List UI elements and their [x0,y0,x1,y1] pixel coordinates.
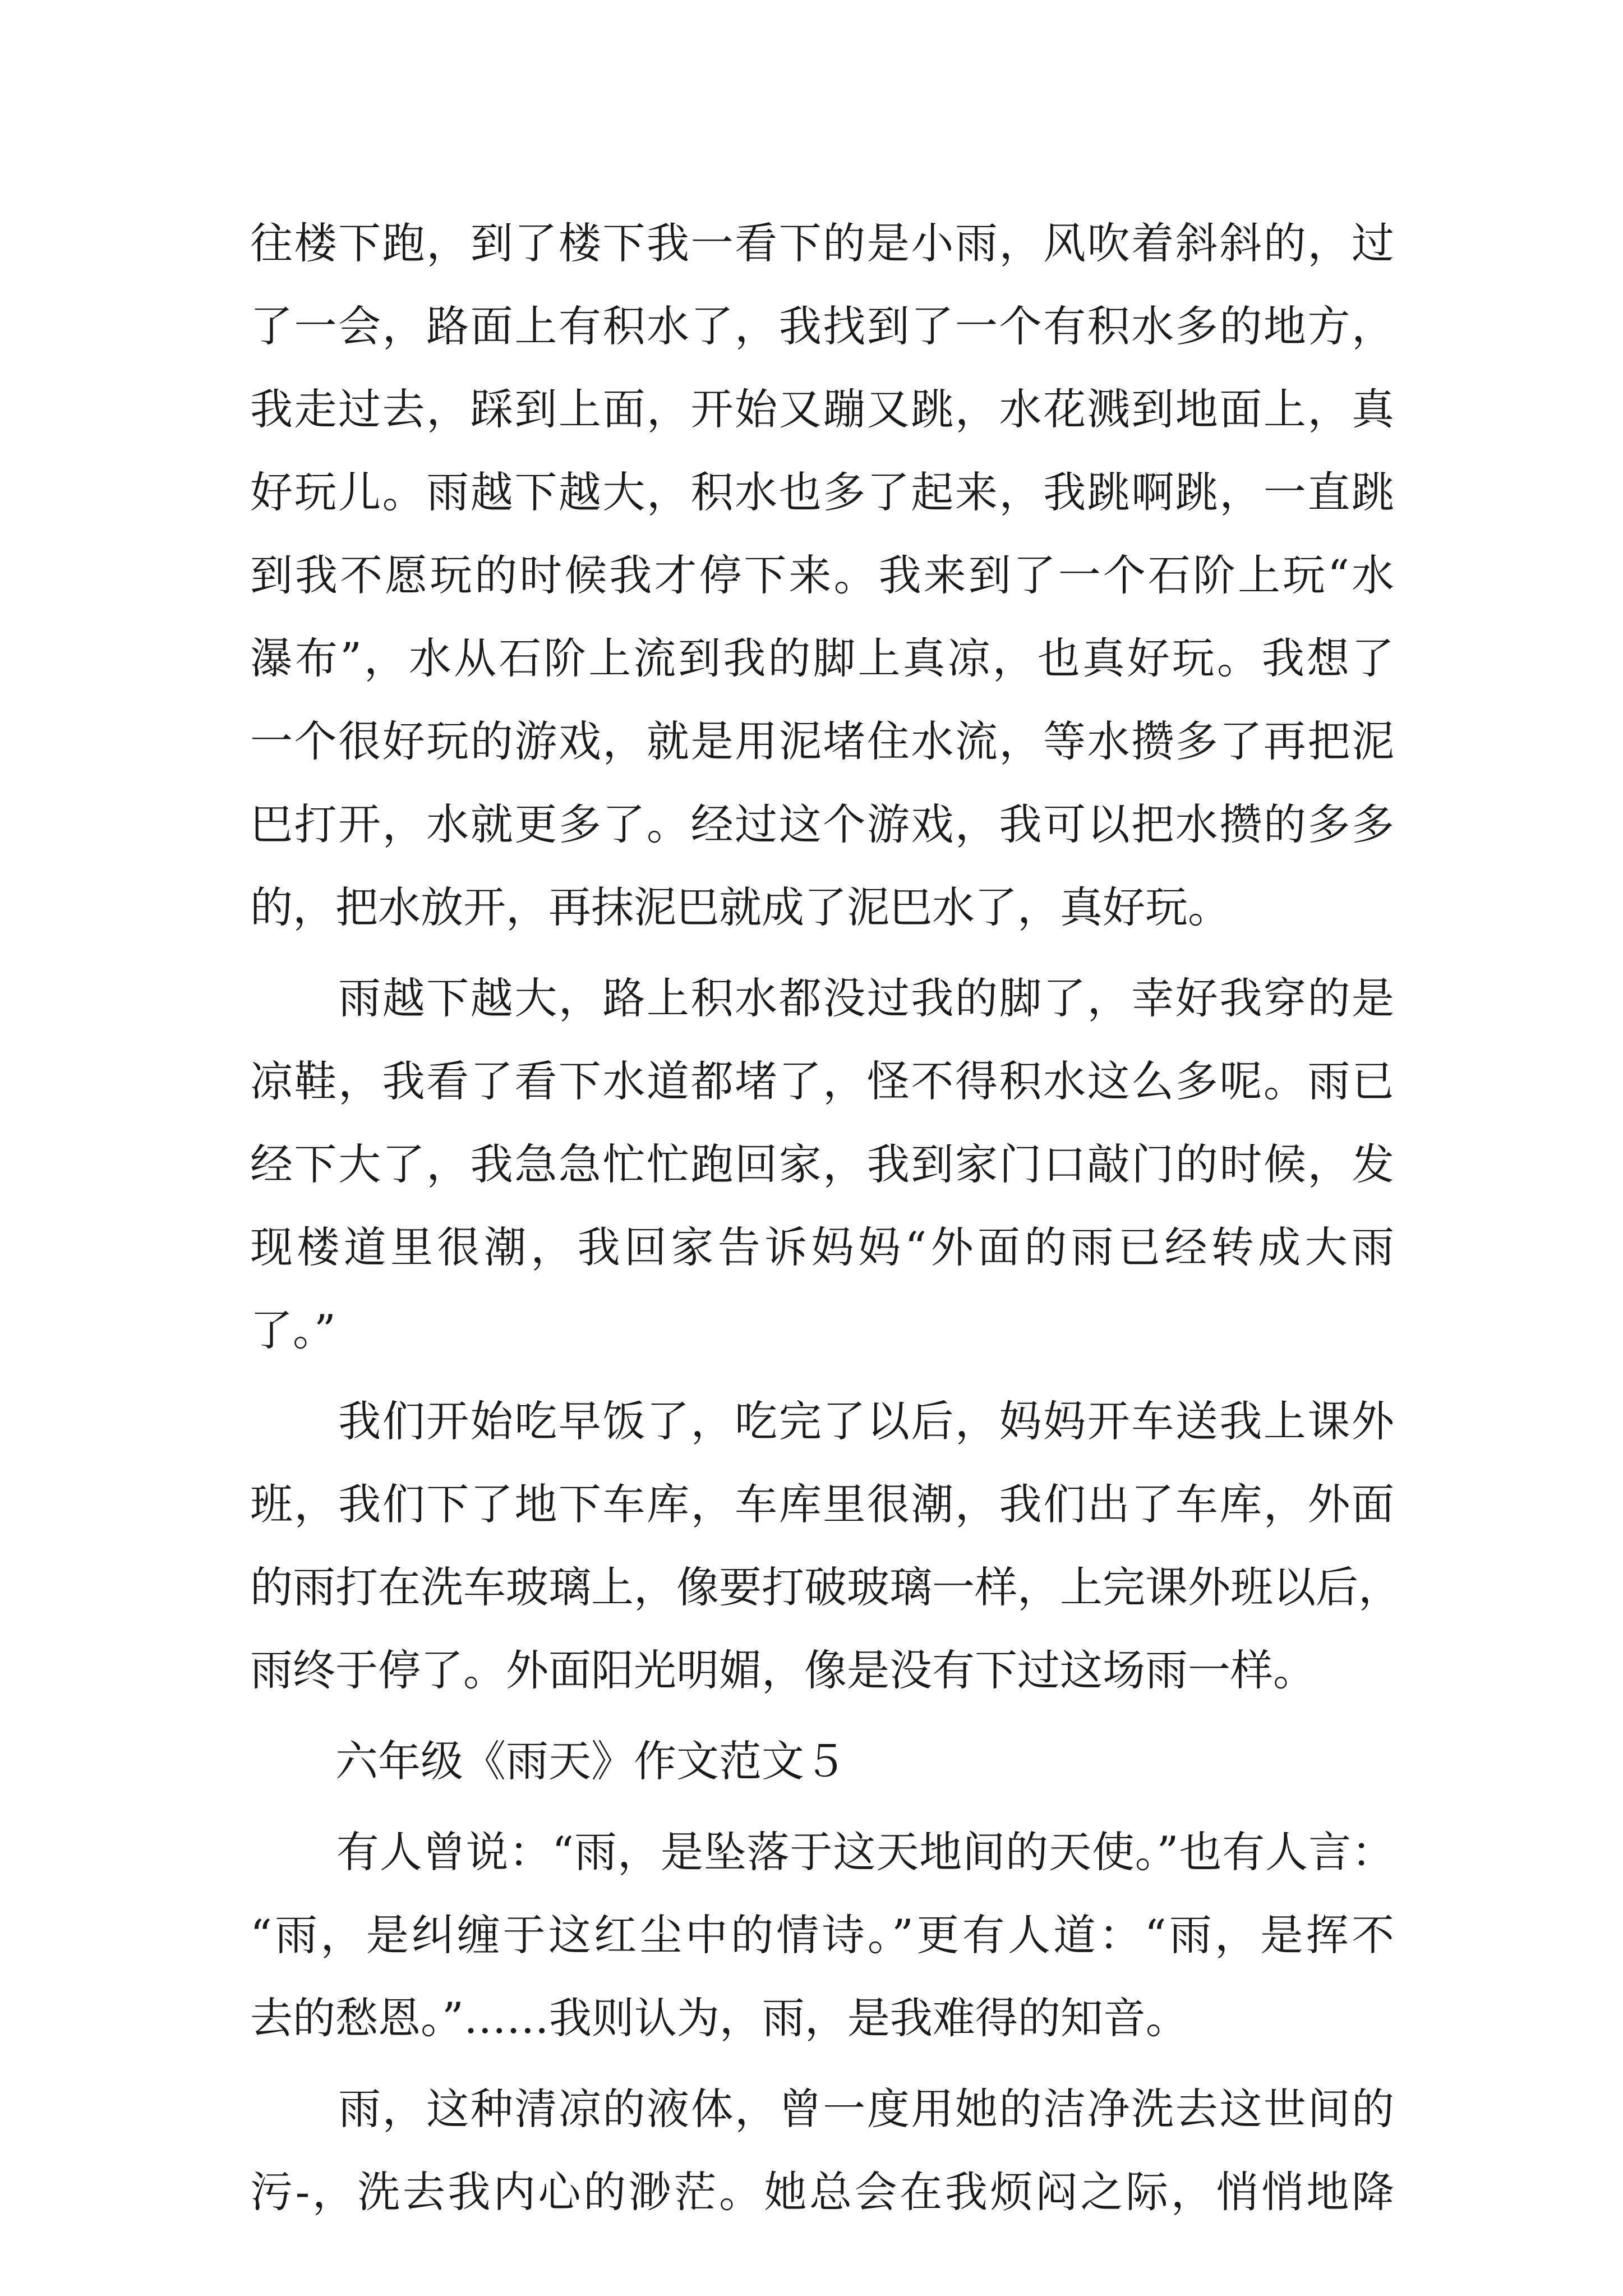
text-line: 污-，洗去我内心的渺茫。她总会在我烦闷之际，悄悄地降 [250,2167,1394,2217]
text-line: 雨，这种清凉的液体，曾一度用她的洁净洗去这世间的 [250,2084,1394,2134]
text-line: 雨终于停了。外面阳光明媚，像是没有下过这场雨一样。 [250,1645,1316,1695]
text-line: 雨越下越大，路上积水都没过我的脚了，幸好我穿的是 [250,973,1394,1023]
text-line: 了。” [250,1305,336,1355]
text-line: 现楼道里很潮，我回家告诉妈妈“外面的雨已经转成大雨 [250,1222,1394,1272]
text-line: 巴打开，水就更多了。经过这个游戏，我可以把水攒的多多 [250,799,1394,849]
text-line: 一个很好玩的游戏，就是用泥堵住水流，等水攒多了再把泥 [250,716,1394,766]
text-line: 有人曾说：“雨，是坠落于这天地间的天使。”也有人言： [250,1827,1394,1877]
text-line: 班，我们下了地下车库，车库里很潮，我们出了车库，外面 [250,1479,1394,1529]
text-line: 我走过去，踩到上面，开始又蹦又跳，水花溅到地面上，真 [250,384,1394,434]
text-line: 我们开始吃早饭了，吃完了以后，妈妈开车送我上课外 [250,1396,1394,1446]
text-line: 经下大了，我急急忙忙跑回家，我到家门口敲门的时候，发 [250,1139,1394,1189]
text-line: 好玩儿。雨越下越大，积水也多了起来，我跳啊跳，一直跳 [250,467,1394,517]
text-line: 凉鞋，我看了看下水道都堵了，怪不得积水这么多呢。雨已 [250,1056,1394,1106]
section-heading: 六年级《雨天》作文范文５ [250,1736,847,1786]
text-line: 了一会，路面上有积水了，我找到了一个有积水多的地方， [250,301,1394,351]
text-line: “雨，是纠缠于这红尘中的情诗。”更有人道：“雨，是挥不 [250,1910,1394,1960]
text-line: 的，把水放开，再抹泥巴就成了泥巴水了，真好玩。 [250,882,1230,932]
document-body [250,202,1401,2234]
text-line: 往楼下跑，到了楼下我一看下的是小雨，风吹着斜斜的，过 [250,218,1394,268]
text-line: 到我不愿玩的时候我才停下来。我来到了一个石阶上玩“水 [250,550,1394,600]
text-line: 的雨打在洗车玻璃上，像要打破玻璃一样，上完课外班以后， [250,1562,1401,1612]
text-line: 瀑布”，水从石阶上流到我的脚上真凉，也真好玩。我想了 [250,633,1394,683]
text-line: 去的愁恩。”……我则认为，雨，是我难得的知音。 [250,1993,1188,2043]
